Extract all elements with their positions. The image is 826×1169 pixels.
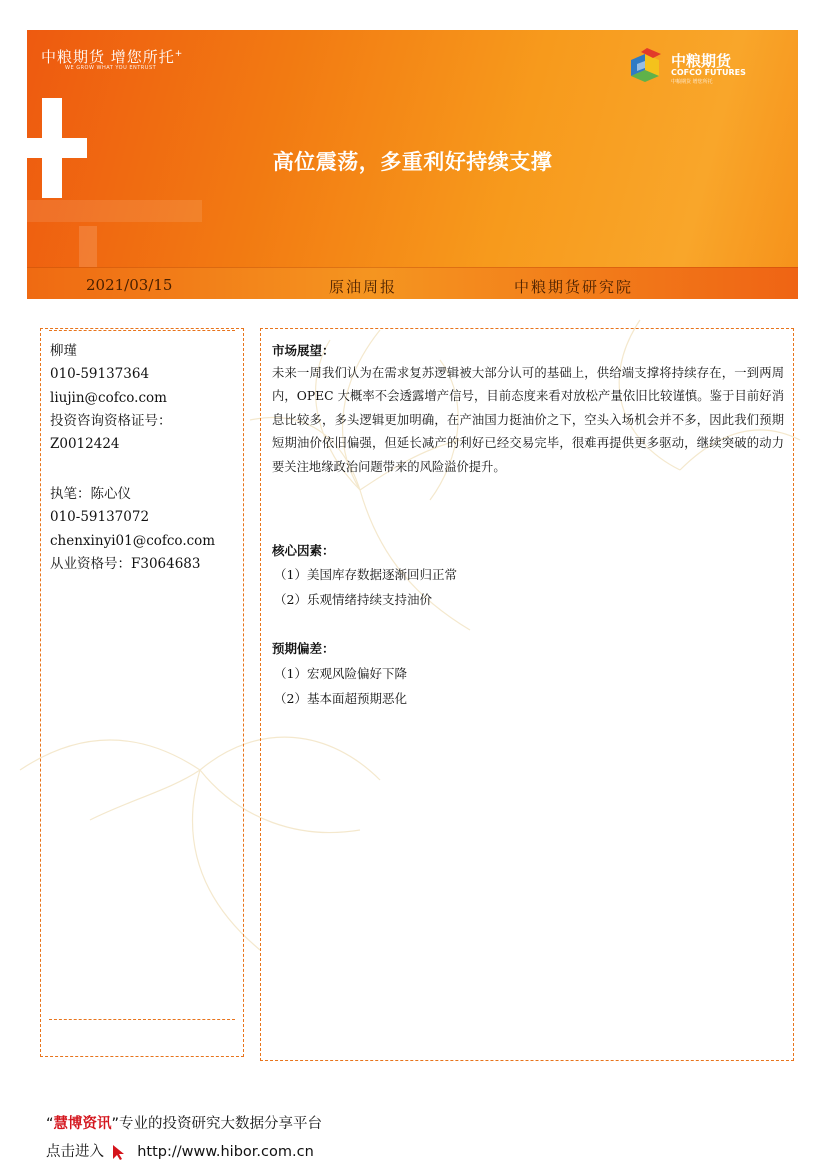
logo-subtitle: 中粮期货 增您所托 bbox=[671, 79, 713, 85]
analyst-name: 柳瑾 bbox=[50, 343, 77, 359]
analyst-email: liujin@cofco.com bbox=[50, 389, 167, 406]
core-factor-item: （1）美国库存数据逐渐回归正常 bbox=[274, 567, 457, 582]
analyst-phone: 010-59137364 bbox=[50, 366, 150, 383]
footer-link-row bbox=[46, 1140, 314, 1161]
footer-promo: “慧博资讯”专业的投资研究大数据分享平台 bbox=[46, 1116, 323, 1132]
cofco-logo-icon bbox=[625, 46, 667, 88]
cofco-futures-logo bbox=[625, 44, 795, 94]
report-type: 原油周报 bbox=[329, 278, 398, 296]
core-factors-heading: 核心因素： bbox=[272, 543, 335, 558]
report-title: 高位震荡，多重利好持续支撑 bbox=[272, 150, 553, 174]
analyst-contact-2 bbox=[50, 483, 215, 576]
dashed-divider bbox=[49, 1019, 235, 1020]
brand-slogan-english: WE GROW WHAT YOU ENTRUST bbox=[65, 65, 157, 71]
cursor-arrow-icon bbox=[111, 1143, 131, 1161]
market-outlook-box bbox=[260, 328, 794, 1061]
outlook-paragraph: 未来一周我们认为在需求复苏逻辑被大部分认可的基础上，供给端支撑将持续存在，一到两周内，OPEC 大概率不会透露增产信号，目前态度来看对放松产量依旧比较谨慎。鉴于目前好消息比较多，多头逻辑更加明确，在产油国力挺油价之下，空头入场机会并不多，因此我们预期短期油价依旧偏强，但延长减产的利好已经交易完毕，很难再提供更多驱动，继续突破的动力要关注地缘政治问题带来的风险溢价提升。 bbox=[272, 366, 784, 474]
analyst-contact-box bbox=[40, 328, 244, 1057]
logo-english-name: COFCO FUTURES bbox=[671, 68, 746, 77]
expectation-bias-item: （2）基本面超预期恶化 bbox=[274, 691, 407, 706]
analyst-license-label: 投资咨询资格证号： bbox=[50, 412, 172, 429]
expectation-bias-heading: 预期偏差： bbox=[272, 641, 335, 656]
writer-phone: 010-59137072 bbox=[50, 509, 150, 526]
banner-decoration bbox=[27, 200, 202, 222]
expectation-bias-item: （1）宏观风险偏好下降 bbox=[274, 666, 407, 681]
core-factor-item: （2）乐观情绪持续支持油价 bbox=[274, 592, 432, 607]
report-institute: 中粮期货研究院 bbox=[514, 278, 634, 296]
footer-tagline: 专业的投资研究大数据分享平台 bbox=[119, 1116, 323, 1132]
writer-license: 从业资格号：F3064683 bbox=[50, 555, 201, 572]
writer-email: chenxinyi01@cofco.com bbox=[50, 532, 216, 549]
hibor-link[interactable]: http://www.hibor.com.cn bbox=[137, 1144, 314, 1160]
logo-chinese-name: 中粮期货 bbox=[671, 52, 732, 70]
enter-label: 点击进入 bbox=[46, 1144, 104, 1160]
brand-slogan: 中粮期货 增您所托+ bbox=[41, 48, 184, 66]
dashed-divider bbox=[49, 330, 235, 331]
report-banner bbox=[27, 30, 798, 299]
report-date: 2021/03/15 bbox=[86, 276, 173, 294]
analyst-license-number: Z0012424 bbox=[50, 436, 120, 453]
outlook-heading: 市场展望： bbox=[272, 343, 335, 358]
writer-name: 执笔：陈心仪 bbox=[50, 486, 131, 502]
hibor-brand: 慧博资讯 bbox=[53, 1116, 112, 1132]
analyst-contact-1 bbox=[50, 340, 172, 456]
